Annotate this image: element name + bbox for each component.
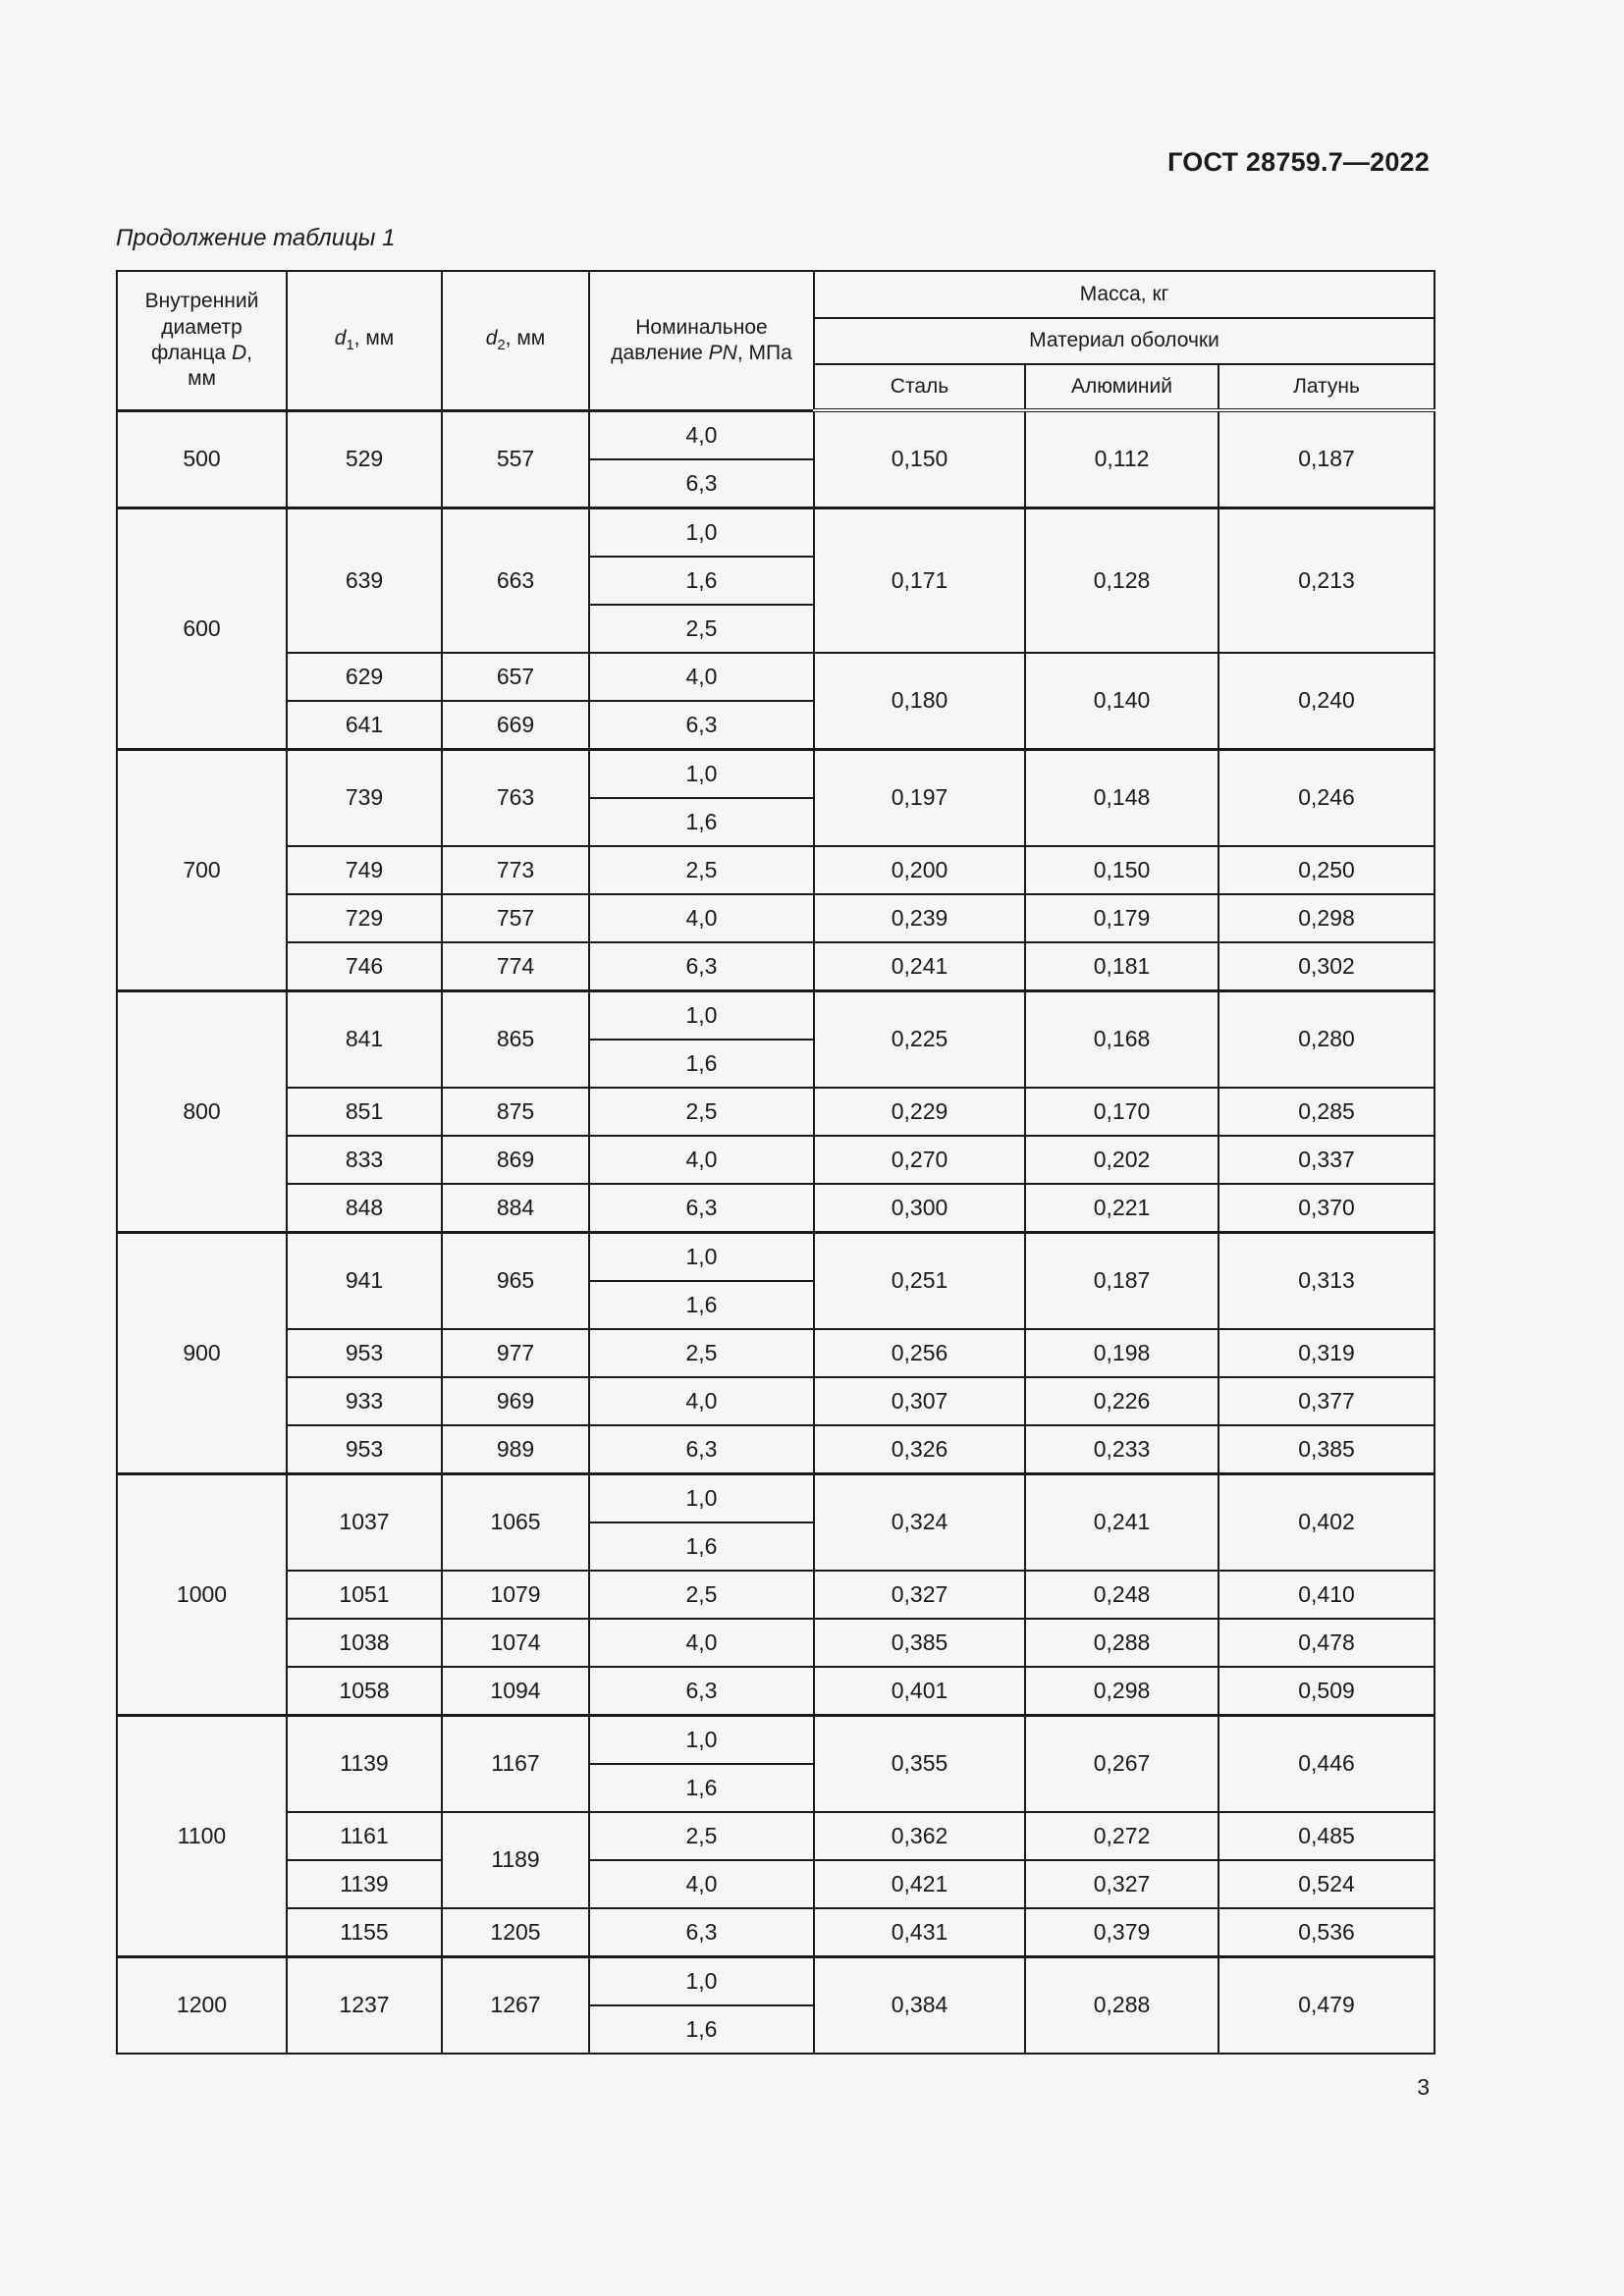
cell-d2: 884 xyxy=(442,1184,589,1233)
cell-pressure: 2,5 xyxy=(589,1329,814,1377)
header-d2: $d_2$, мм xyxy=(442,271,589,410)
cell-mass-aluminium: 0,112 xyxy=(1025,410,1218,507)
table-row xyxy=(117,1715,1435,1764)
cell-mass-steel: 0,256 xyxy=(814,1329,1025,1377)
cell-pressure: 6,3 xyxy=(589,1425,814,1474)
cell-diameter: 800 xyxy=(117,990,287,1232)
cell-pressure: 1,0 xyxy=(589,1232,814,1281)
table-row xyxy=(117,894,1435,942)
table-row xyxy=(117,1473,1435,1522)
cell-pressure: 1,0 xyxy=(589,507,814,557)
table-row xyxy=(117,1812,1435,1860)
table-row xyxy=(117,1667,1435,1716)
cell-pressure: 1,0 xyxy=(589,1473,814,1522)
cell-mass-brass: 0,246 xyxy=(1218,749,1435,846)
cell-mass-aluminium: 0,221 xyxy=(1025,1184,1218,1233)
cell-mass-aluminium: 0,198 xyxy=(1025,1329,1218,1377)
cell-d2: 1079 xyxy=(442,1571,589,1619)
cell-mass-steel: 0,180 xyxy=(814,653,1025,750)
cell-d1: 641 xyxy=(287,701,442,750)
cell-mass-steel: 0,229 xyxy=(814,1088,1025,1136)
cell-mass-steel: 0,241 xyxy=(814,942,1025,991)
table-row xyxy=(117,1908,1435,1957)
cell-d2: 869 xyxy=(442,1136,589,1184)
table-row xyxy=(117,990,1435,1040)
cell-mass-aluminium: 0,170 xyxy=(1025,1088,1218,1136)
cell-mass-aluminium: 0,267 xyxy=(1025,1715,1218,1812)
table-caption: Продолжение таблицы 1 xyxy=(116,225,396,251)
cell-d2: 557 xyxy=(442,410,589,507)
cell-mass-aluminium: 0,202 xyxy=(1025,1136,1218,1184)
table-row xyxy=(117,1619,1435,1667)
table-row xyxy=(117,1232,1435,1281)
cell-d1: 739 xyxy=(287,749,442,846)
cell-mass-brass: 0,485 xyxy=(1218,1812,1435,1860)
cell-d2: 1267 xyxy=(442,1956,589,2054)
cell-mass-brass: 0,377 xyxy=(1218,1377,1435,1425)
cell-pressure: 1,0 xyxy=(589,1956,814,2005)
cell-mass-aluminium: 0,241 xyxy=(1025,1473,1218,1571)
header-brass: Латунь xyxy=(1218,364,1435,410)
cell-mass-steel: 0,200 xyxy=(814,846,1025,894)
cell-pressure: 2,5 xyxy=(589,846,814,894)
header-aluminium: Алюминий xyxy=(1025,364,1218,410)
cell-mass-brass: 0,479 xyxy=(1218,1956,1435,2054)
cell-mass-steel: 0,421 xyxy=(814,1860,1025,1908)
cell-mass-brass: 0,298 xyxy=(1218,894,1435,942)
table-row xyxy=(117,507,1435,557)
cell-mass-brass: 0,370 xyxy=(1218,1184,1435,1233)
table-row xyxy=(117,410,1435,459)
cell-mass-steel: 0,270 xyxy=(814,1136,1025,1184)
cell-d1: 933 xyxy=(287,1377,442,1425)
cell-mass-brass: 0,402 xyxy=(1218,1473,1435,1571)
cell-mass-steel: 0,431 xyxy=(814,1908,1025,1957)
cell-mass-brass: 0,285 xyxy=(1218,1088,1435,1136)
cell-d2: 989 xyxy=(442,1425,589,1474)
cell-mass-steel: 0,324 xyxy=(814,1473,1025,1571)
cell-pressure: 4,0 xyxy=(589,1377,814,1425)
cell-d2: 669 xyxy=(442,701,589,750)
cell-d1: 1139 xyxy=(287,1715,442,1812)
page-number: 3 xyxy=(1417,2074,1430,2100)
header-d1: $d_1$, мм xyxy=(287,271,442,410)
cell-pressure: 1,6 xyxy=(589,1281,814,1329)
cell-d1: 1139 xyxy=(287,1860,442,1908)
cell-pressure: 2,5 xyxy=(589,605,814,653)
cell-mass-brass: 0,410 xyxy=(1218,1571,1435,1619)
cell-d1: 1038 xyxy=(287,1619,442,1667)
cell-pressure: 4,0 xyxy=(589,1136,814,1184)
cell-pressure: 2,5 xyxy=(589,1088,814,1136)
cell-d2: 774 xyxy=(442,942,589,991)
cell-d2: 1065 xyxy=(442,1473,589,1571)
cell-diameter: 1100 xyxy=(117,1715,287,1956)
cell-mass-aluminium: 0,128 xyxy=(1025,507,1218,653)
table-row xyxy=(117,1136,1435,1184)
cell-d1: 848 xyxy=(287,1184,442,1233)
cell-diameter: 1200 xyxy=(117,1956,287,2054)
cell-pressure: 1,0 xyxy=(589,749,814,798)
cell-d1: 1161 xyxy=(287,1812,442,1860)
cell-d2: 773 xyxy=(442,846,589,894)
cell-mass-aluminium: 0,168 xyxy=(1025,990,1218,1088)
cell-d2: 1094 xyxy=(442,1667,589,1716)
cell-diameter: 700 xyxy=(117,749,287,990)
cell-pressure: 1,0 xyxy=(589,1715,814,1764)
cell-diameter: 1000 xyxy=(117,1473,287,1715)
table-row xyxy=(117,942,1435,991)
cell-d1: 1155 xyxy=(287,1908,442,1957)
cell-pressure: 1,6 xyxy=(589,1764,814,1812)
table-row xyxy=(117,1088,1435,1136)
cell-pressure: 1,6 xyxy=(589,798,814,846)
cell-mass-brass: 0,250 xyxy=(1218,846,1435,894)
cell-mass-brass: 0,213 xyxy=(1218,507,1435,653)
cell-d2: 969 xyxy=(442,1377,589,1425)
cell-pressure: 1,6 xyxy=(589,1040,814,1088)
cell-mass-steel: 0,197 xyxy=(814,749,1025,846)
header-nominal-pressure: Номинальное давление PN, МПа xyxy=(589,271,814,410)
cell-diameter: 900 xyxy=(117,1232,287,1473)
cell-mass-steel: 0,326 xyxy=(814,1425,1025,1474)
cell-d1: 749 xyxy=(287,846,442,894)
cell-pressure: 4,0 xyxy=(589,894,814,942)
cell-d2: 757 xyxy=(442,894,589,942)
cell-mass-aluminium: 0,150 xyxy=(1025,846,1218,894)
cell-mass-steel: 0,150 xyxy=(814,410,1025,507)
cell-mass-aluminium: 0,140 xyxy=(1025,653,1218,750)
header-inner-diameter: Внутренний диаметр фланца D, мм xyxy=(117,271,287,410)
cell-d2: 1189 xyxy=(442,1812,589,1908)
cell-d1: 746 xyxy=(287,942,442,991)
cell-d2: 657 xyxy=(442,653,589,701)
cell-d2: 1074 xyxy=(442,1619,589,1667)
cell-pressure: 6,3 xyxy=(589,942,814,991)
table-row xyxy=(117,846,1435,894)
cell-d1: 833 xyxy=(287,1136,442,1184)
cell-mass-aluminium: 0,148 xyxy=(1025,749,1218,846)
cell-mass-steel: 0,362 xyxy=(814,1812,1025,1860)
cell-diameter: 600 xyxy=(117,507,287,749)
cell-pressure: 1,0 xyxy=(589,990,814,1040)
table-row xyxy=(117,749,1435,798)
cell-mass-steel: 0,251 xyxy=(814,1232,1025,1329)
table-row xyxy=(117,1377,1435,1425)
cell-mass-brass: 0,319 xyxy=(1218,1329,1435,1377)
cell-mass-brass: 0,313 xyxy=(1218,1232,1435,1329)
table-row xyxy=(117,1184,1435,1233)
cell-d1: 1058 xyxy=(287,1667,442,1716)
cell-mass-steel: 0,171 xyxy=(814,507,1025,653)
cell-mass-brass: 0,385 xyxy=(1218,1425,1435,1474)
cell-d1: 841 xyxy=(287,990,442,1088)
cell-d2: 663 xyxy=(442,507,589,653)
cell-pressure: 2,5 xyxy=(589,1812,814,1860)
flange-mass-table xyxy=(116,270,1435,2055)
cell-mass-aluminium: 0,248 xyxy=(1025,1571,1218,1619)
cell-pressure: 1,6 xyxy=(589,557,814,605)
cell-mass-aluminium: 0,272 xyxy=(1025,1812,1218,1860)
cell-mass-aluminium: 0,187 xyxy=(1025,1232,1218,1329)
cell-mass-aluminium: 0,327 xyxy=(1025,1860,1218,1908)
cell-diameter: 500 xyxy=(117,410,287,507)
cell-d2: 1167 xyxy=(442,1715,589,1812)
cell-d2: 763 xyxy=(442,749,589,846)
cell-d2: 875 xyxy=(442,1088,589,1136)
cell-mass-aluminium: 0,233 xyxy=(1025,1425,1218,1474)
cell-d1: 953 xyxy=(287,1329,442,1377)
cell-d2: 977 xyxy=(442,1329,589,1377)
table-row xyxy=(117,1571,1435,1619)
cell-mass-brass: 0,240 xyxy=(1218,653,1435,750)
cell-d1: 729 xyxy=(287,894,442,942)
cell-mass-steel: 0,327 xyxy=(814,1571,1025,1619)
cell-d2: 965 xyxy=(442,1232,589,1329)
cell-mass-aluminium: 0,288 xyxy=(1025,1956,1218,2054)
cell-mass-steel: 0,239 xyxy=(814,894,1025,942)
cell-mass-steel: 0,300 xyxy=(814,1184,1025,1233)
cell-pressure: 1,6 xyxy=(589,1522,814,1571)
cell-d1: 1037 xyxy=(287,1473,442,1571)
cell-d1: 529 xyxy=(287,410,442,507)
cell-pressure: 4,0 xyxy=(589,1619,814,1667)
table-row xyxy=(117,1329,1435,1377)
cell-mass-steel: 0,355 xyxy=(814,1715,1025,1812)
cell-pressure: 6,3 xyxy=(589,701,814,750)
document-code: ГОСТ 28759.7—2022 xyxy=(1167,147,1430,177)
cell-mass-aluminium: 0,288 xyxy=(1025,1619,1218,1667)
cell-d2: 1205 xyxy=(442,1908,589,1957)
table-row xyxy=(117,1956,1435,2005)
cell-d2: 865 xyxy=(442,990,589,1088)
table-row xyxy=(117,653,1435,701)
cell-mass-brass: 0,302 xyxy=(1218,942,1435,991)
cell-mass-brass: 0,524 xyxy=(1218,1860,1435,1908)
cell-d1: 941 xyxy=(287,1232,442,1329)
cell-mass-steel: 0,225 xyxy=(814,990,1025,1088)
cell-pressure: 6,3 xyxy=(589,459,814,508)
cell-mass-steel: 0,384 xyxy=(814,1956,1025,2054)
cell-pressure: 4,0 xyxy=(589,1860,814,1908)
cell-pressure: 2,5 xyxy=(589,1571,814,1619)
cell-mass-steel: 0,401 xyxy=(814,1667,1025,1716)
cell-mass-brass: 0,446 xyxy=(1218,1715,1435,1812)
cell-mass-brass: 0,187 xyxy=(1218,410,1435,507)
cell-d1: 1051 xyxy=(287,1571,442,1619)
header-shell-material: Материал оболочки xyxy=(814,318,1435,364)
cell-mass-aluminium: 0,379 xyxy=(1025,1908,1218,1957)
table-row xyxy=(117,1425,1435,1474)
cell-mass-brass: 0,536 xyxy=(1218,1908,1435,1957)
cell-d1: 851 xyxy=(287,1088,442,1136)
header-mass: Масса, кг xyxy=(814,271,1435,318)
cell-mass-steel: 0,307 xyxy=(814,1377,1025,1425)
cell-mass-brass: 0,478 xyxy=(1218,1619,1435,1667)
cell-pressure: 1,6 xyxy=(589,2005,814,2054)
cell-pressure: 6,3 xyxy=(589,1908,814,1957)
cell-pressure: 6,3 xyxy=(589,1184,814,1233)
table-row xyxy=(117,1860,1435,1908)
cell-mass-aluminium: 0,179 xyxy=(1025,894,1218,942)
cell-mass-aluminium: 0,298 xyxy=(1025,1667,1218,1716)
cell-mass-aluminium: 0,226 xyxy=(1025,1377,1218,1425)
cell-pressure: 4,0 xyxy=(589,653,814,701)
cell-mass-brass: 0,509 xyxy=(1218,1667,1435,1716)
cell-mass-brass: 0,280 xyxy=(1218,990,1435,1088)
cell-mass-brass: 0,337 xyxy=(1218,1136,1435,1184)
cell-d1: 953 xyxy=(287,1425,442,1474)
cell-mass-steel: 0,385 xyxy=(814,1619,1025,1667)
header-steel: Сталь xyxy=(814,364,1025,410)
cell-mass-aluminium: 0,181 xyxy=(1025,942,1218,991)
cell-pressure: 6,3 xyxy=(589,1667,814,1716)
cell-d1: 629 xyxy=(287,653,442,701)
cell-pressure: 4,0 xyxy=(589,410,814,459)
cell-d1: 1237 xyxy=(287,1956,442,2054)
cell-d1: 639 xyxy=(287,507,442,653)
